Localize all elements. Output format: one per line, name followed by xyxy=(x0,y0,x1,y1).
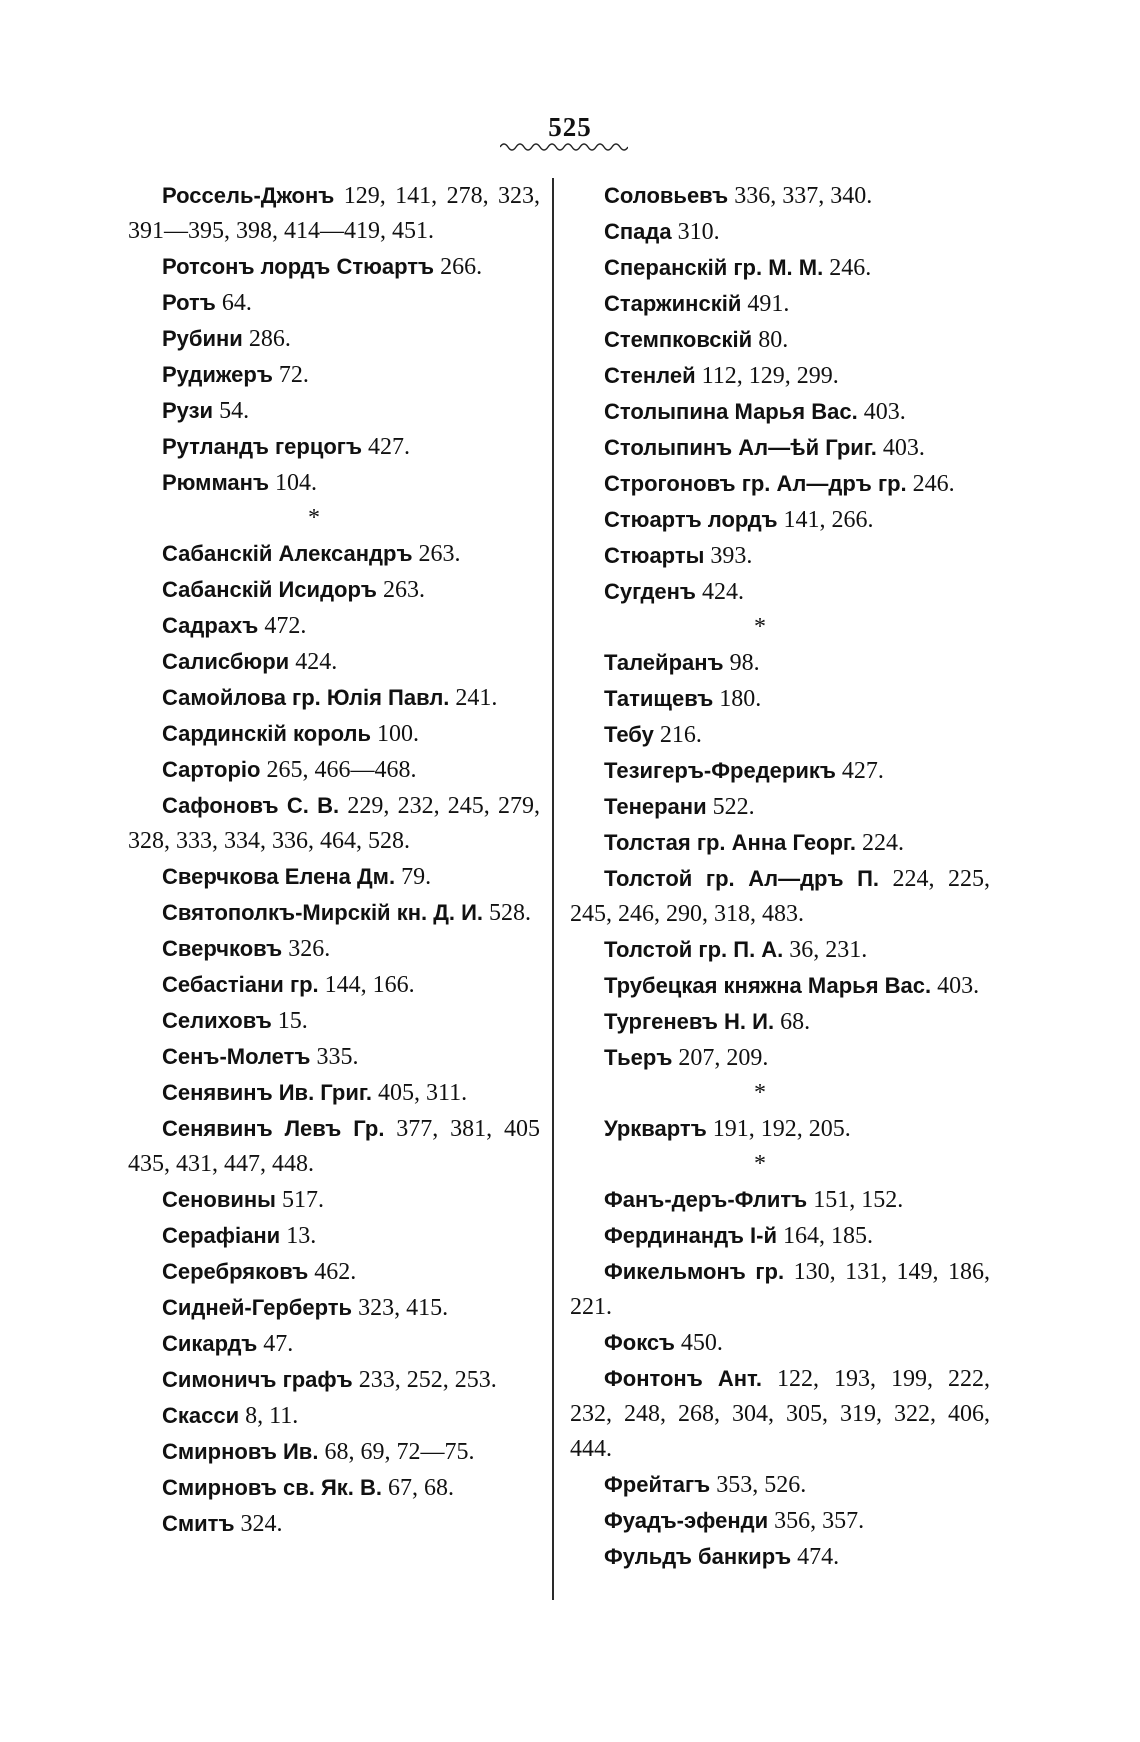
entry-name: Строгоновъ гр. Ал—дръ гр. xyxy=(604,471,907,496)
section-separator: * xyxy=(754,1080,766,1106)
entry-name: Толстой гр. П. А. xyxy=(604,937,784,962)
entry-pages: 246. xyxy=(912,471,955,497)
index-entry xyxy=(570,1325,990,1361)
index-entry xyxy=(570,645,990,681)
index-column-left xyxy=(128,178,540,1542)
index-entry xyxy=(128,1182,540,1218)
index-entry xyxy=(128,716,540,752)
entry-pages: 286. xyxy=(248,326,291,352)
index-entry xyxy=(570,825,990,861)
entry-name: Фонтонъ Ант. xyxy=(604,1366,762,1391)
index-entry xyxy=(570,214,990,250)
index-entry xyxy=(128,1362,540,1398)
index-entry xyxy=(128,859,540,895)
entry-pages: 424. xyxy=(701,579,744,605)
section-separator: * xyxy=(754,1151,766,1177)
entry-name: Тенерани xyxy=(604,794,707,819)
index-entry xyxy=(570,1539,990,1575)
index-entry xyxy=(570,1218,990,1254)
page-number: 525 xyxy=(548,112,592,142)
entry-name: Толстая гр. Анна Георг. xyxy=(604,830,857,855)
entry-pages: 393. xyxy=(710,543,753,569)
entry-pages: 15. xyxy=(277,1008,308,1034)
entry-name: Сверчковъ xyxy=(162,936,283,961)
entry-name: Стюарты xyxy=(604,543,705,568)
entry-name: Сикардъ xyxy=(162,1331,258,1356)
entry-pages: 151, 152. xyxy=(813,1187,904,1213)
entry-pages: 522. xyxy=(712,794,755,820)
entry-pages: 462. xyxy=(314,1259,357,1285)
index-entry xyxy=(128,644,540,680)
entry-name: Рузи xyxy=(162,398,214,423)
wavy-rule-ornament xyxy=(500,140,628,154)
entry-pages: 122, 193, 199, 222, 232, 248, 268, 304, 305, 319, 322, 406, 444. xyxy=(570,1366,990,1462)
entry-name: Фоксъ xyxy=(604,1330,675,1355)
section-separator: * xyxy=(308,505,320,531)
entry-pages: 164, 185. xyxy=(783,1223,873,1249)
index-entry xyxy=(570,1182,990,1218)
entry-name: Фердинандъ I-й xyxy=(604,1223,777,1248)
entry-pages: 67, 68. xyxy=(388,1475,455,1501)
entry-name: Тургеневъ Н. И. xyxy=(604,1009,775,1034)
entry-name: Соловьевъ xyxy=(604,183,729,208)
entry-pages: 424. xyxy=(295,649,338,675)
index-entry xyxy=(570,753,990,789)
entry-pages: 450. xyxy=(680,1330,723,1356)
entry-name: Сугденъ xyxy=(604,579,696,604)
entry-pages: 474. xyxy=(797,1544,840,1570)
entry-name: Тезигеръ-Фредерикъ xyxy=(604,758,836,783)
entry-name: Стюартъ лордъ xyxy=(604,507,778,532)
entry-pages: 180. xyxy=(719,686,762,712)
entry-pages: 377, 381, 405 435, 431, 447, 448. xyxy=(128,1116,541,1177)
entry-pages: 517. xyxy=(281,1187,324,1213)
entry-pages: 64. xyxy=(221,290,252,316)
entry-name: Сидней-Герберть xyxy=(162,1295,353,1320)
index-entry xyxy=(570,358,990,394)
entry-pages: 68. xyxy=(780,1009,811,1035)
index-entry xyxy=(128,1290,540,1326)
entry-pages: 98. xyxy=(729,650,760,676)
index-entry xyxy=(570,932,990,968)
entry-name: Урквартъ xyxy=(604,1116,707,1141)
index-entry xyxy=(128,1254,540,1290)
index-entry xyxy=(128,1506,540,1542)
entry-name: Фульдъ банкиръ xyxy=(604,1544,792,1569)
entry-name: Столыпина Марья Вас. xyxy=(604,399,858,424)
index-entry xyxy=(570,250,990,286)
index-entry xyxy=(128,357,540,393)
entry-pages: 8, 11. xyxy=(245,1403,299,1429)
index-entry xyxy=(128,1326,540,1362)
entry-name: Тебу xyxy=(604,722,654,747)
entry-name: Самойлова гр. Юлія Павл. xyxy=(162,685,450,710)
entry-name: Фуадъ-эфенди xyxy=(604,1508,769,1533)
index-entry xyxy=(570,574,990,610)
entry-pages: 130, 131, 149, 186, 221. xyxy=(570,1259,991,1320)
entry-name: Толстой гр. Ал—дръ П. xyxy=(604,866,880,891)
entry-name: Смитъ xyxy=(162,1511,235,1536)
index-entry xyxy=(128,1470,540,1506)
entry-name: Татищевъ xyxy=(604,686,714,711)
entry-name: Фикельмонъ гр. xyxy=(604,1259,785,1284)
entry-pages: 80. xyxy=(758,327,789,353)
entry-name: Фрейтагъ xyxy=(604,1472,711,1497)
index-entry xyxy=(570,502,990,538)
index-entry xyxy=(570,968,990,1004)
index-entry xyxy=(570,1111,990,1147)
index-entry xyxy=(570,1040,990,1076)
entry-pages: 491. xyxy=(747,291,790,317)
entry-pages: 79. xyxy=(401,864,432,890)
entry-pages: 246. xyxy=(829,255,872,281)
index-entry xyxy=(570,1361,990,1467)
index-entry xyxy=(570,1503,990,1539)
index-entry xyxy=(128,429,540,465)
entry-pages: 207, 209. xyxy=(678,1045,769,1071)
entry-pages: 326. xyxy=(288,936,331,962)
index-entry xyxy=(128,967,540,1003)
entry-name: Старжинскій xyxy=(604,291,742,316)
index-entry xyxy=(570,717,990,753)
entry-pages: 266. xyxy=(440,254,483,280)
index-entry xyxy=(128,1003,540,1039)
entry-name: Ротъ xyxy=(162,290,216,315)
index-entry xyxy=(128,572,540,608)
entry-name: Селиховъ xyxy=(162,1008,272,1033)
entry-name: Столыпинъ Ал—ѣй Григ. xyxy=(604,435,877,460)
entry-pages: 229, 232, 245, 279, 328, 333, 334, 336, 464, 528. xyxy=(128,793,541,854)
index-entry xyxy=(570,789,990,825)
index-entry xyxy=(128,249,540,285)
index-entry xyxy=(128,178,540,249)
entry-pages: 224, 225, 245, 246, 290, 318, 483. xyxy=(570,866,991,927)
entry-pages: 336, 337, 340. xyxy=(734,183,873,209)
entry-pages: 403. xyxy=(937,973,980,999)
entry-pages: 353, 526. xyxy=(716,1472,807,1498)
entry-name: Трубецкая княжна Марья Вас. xyxy=(604,973,932,998)
entry-pages: 233, 252, 253. xyxy=(358,1367,497,1393)
index-entry xyxy=(570,861,990,932)
entry-pages: 310. xyxy=(677,219,720,245)
index-entry xyxy=(128,393,540,429)
entry-name: Рюмманъ xyxy=(162,470,269,495)
entry-pages: 141, 266. xyxy=(783,507,874,533)
entry-name: Серафіани xyxy=(162,1223,281,1248)
entry-name: Сперанскій гр. М. М. xyxy=(604,255,824,280)
entry-pages: 72. xyxy=(278,362,309,388)
index-entry xyxy=(128,1111,540,1182)
entry-pages: 13. xyxy=(286,1223,317,1249)
index-entry xyxy=(570,394,990,430)
entry-pages: 405, 311. xyxy=(377,1080,468,1106)
column-divider xyxy=(552,178,554,1600)
entry-pages: 323, 415. xyxy=(358,1295,449,1321)
entry-name: Рубини xyxy=(162,326,243,351)
entry-pages: 427. xyxy=(368,434,410,460)
index-entry xyxy=(128,788,540,859)
index-entry xyxy=(128,608,540,644)
index-entry xyxy=(128,1398,540,1434)
entry-name: Сардинскій король xyxy=(162,721,372,746)
entry-name: Стенлей xyxy=(604,363,696,388)
entry-pages: 191, 192, 205. xyxy=(712,1116,851,1142)
entry-pages: 54. xyxy=(219,398,250,424)
index-entry xyxy=(570,1467,990,1503)
index-entry xyxy=(570,466,990,502)
entry-name: Смирновъ св. Як. В. xyxy=(162,1475,383,1500)
entry-name: Садрахъ xyxy=(162,613,259,638)
index-column-right xyxy=(570,178,990,1575)
index-entry xyxy=(128,465,540,501)
entry-name: Смирновъ Ив. xyxy=(162,1439,319,1464)
entry-pages: 129, 141, 278, 323, 391—395, 398, 414—419, 451. xyxy=(128,183,541,244)
index-entry xyxy=(128,321,540,357)
entry-pages: 263. xyxy=(382,577,425,603)
entry-pages: 112, 129, 299. xyxy=(701,363,839,389)
entry-name: Рудижеръ xyxy=(162,362,273,387)
entry-pages: 241. xyxy=(455,685,498,711)
index-entry xyxy=(570,1004,990,1040)
entry-name: Скасси xyxy=(162,1403,240,1428)
entry-pages: 224. xyxy=(862,830,905,856)
entry-name: Спада xyxy=(604,219,672,244)
entry-pages: 427. xyxy=(841,758,884,784)
entry-pages: 36, 231. xyxy=(789,937,868,963)
entry-name: Сафоновъ С. В. xyxy=(162,793,340,818)
entry-pages: 403. xyxy=(863,399,906,425)
entry-name: Салисбюри xyxy=(162,649,290,674)
entry-name: Сабанскій Александръ xyxy=(162,541,413,566)
entry-pages: 335. xyxy=(316,1044,359,1070)
entry-name: Фанъ-деръ-Флитъ xyxy=(604,1187,808,1212)
index-entry xyxy=(570,430,990,466)
index-entry xyxy=(570,322,990,358)
entry-pages: 472. xyxy=(264,613,307,639)
entry-name: Стемпковскій xyxy=(604,327,753,352)
entry-pages: 68, 69, 72—75. xyxy=(324,1439,475,1465)
entry-name: Сверчкова Елена Дм. xyxy=(162,864,396,889)
index-entry xyxy=(570,1254,990,1325)
entry-name: Сарторіо xyxy=(162,757,261,782)
entry-pages: 263. xyxy=(418,541,461,567)
index-entry xyxy=(128,1039,540,1075)
index-entry xyxy=(128,536,540,572)
entry-pages: 324. xyxy=(240,1511,283,1537)
entry-pages: 47. xyxy=(263,1331,294,1357)
entry-pages: 216. xyxy=(659,722,702,748)
entry-name: Серебряковъ xyxy=(162,1259,309,1284)
entry-name: Сенъ-Молетъ xyxy=(162,1044,311,1069)
entry-name: Сеновины xyxy=(162,1187,276,1212)
entry-pages: 100. xyxy=(377,721,420,747)
entry-name: Себастіани гр. xyxy=(162,972,319,997)
index-entry xyxy=(128,895,540,931)
index-entry xyxy=(128,285,540,321)
index-entry xyxy=(570,178,990,214)
section-separator: * xyxy=(754,614,766,640)
index-entry xyxy=(570,286,990,322)
entry-pages: 104. xyxy=(275,470,317,496)
index-entry xyxy=(570,681,990,717)
index-entry xyxy=(128,1434,540,1470)
entry-name: Тьеръ xyxy=(604,1045,673,1070)
entry-name: Сенявинъ Левъ Гр. xyxy=(162,1116,385,1141)
entry-name: Святополкъ-Мирскій кн. Д. И. xyxy=(162,900,484,925)
entry-name: Симоничъ графъ xyxy=(162,1367,353,1392)
entry-name: Талейранъ xyxy=(604,650,724,675)
entry-pages: 528. xyxy=(489,900,532,926)
entry-name: Сенявинъ Ив. Григ. xyxy=(162,1080,372,1105)
index-entry xyxy=(570,538,990,574)
entry-pages: 356, 357. xyxy=(774,1508,865,1534)
index-entry xyxy=(128,1218,540,1254)
entry-name: Ротсонъ лордъ Стюартъ xyxy=(162,254,435,279)
entry-name: Сабанскій Исидоръ xyxy=(162,577,377,602)
entry-pages: 144, 166. xyxy=(324,972,415,998)
entry-name: Россель-Джонъ xyxy=(162,183,335,208)
entry-name: Рутландъ герцогъ xyxy=(162,434,362,459)
index-entry xyxy=(128,931,540,967)
entry-pages: 265, 466—468. xyxy=(266,757,417,783)
entry-pages: 403. xyxy=(882,435,925,461)
index-entry xyxy=(128,1075,540,1111)
index-entry xyxy=(128,752,540,788)
index-entry xyxy=(128,680,540,716)
